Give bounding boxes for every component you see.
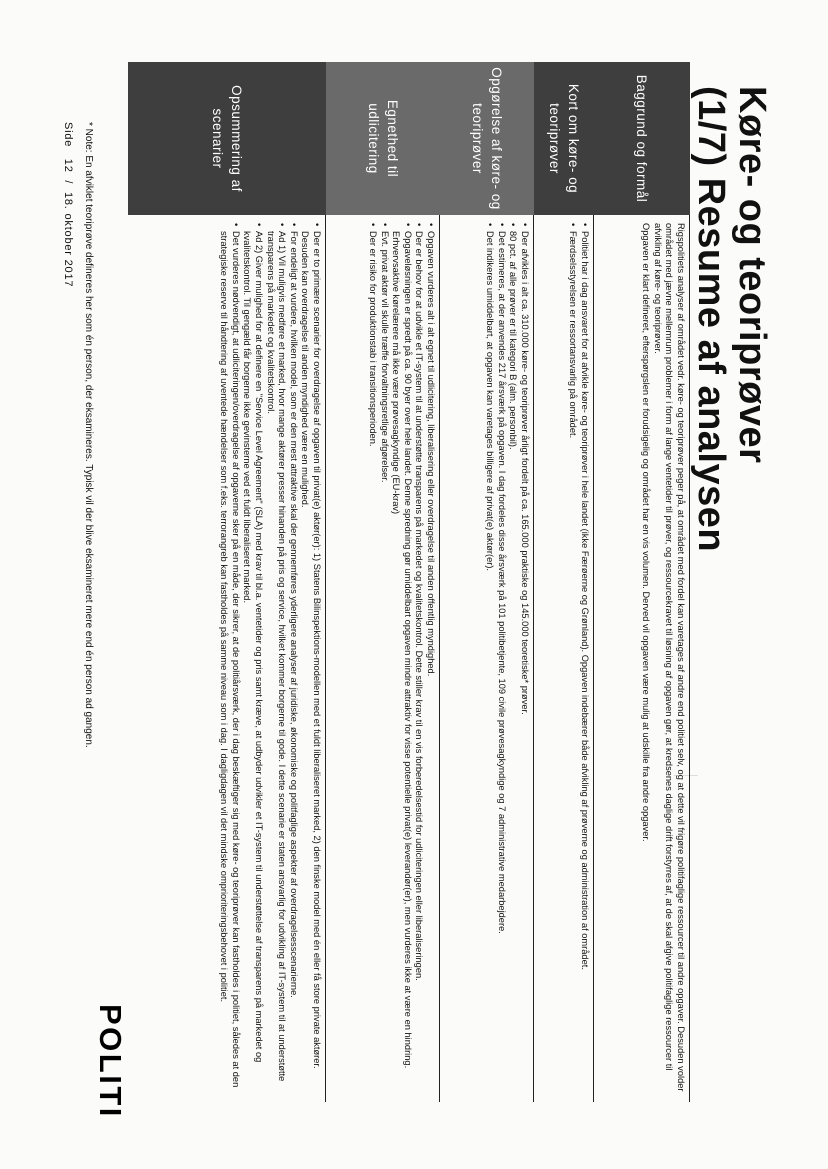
slide-title [690, 86, 772, 1086]
section-label-opgoerelse: Opgørelse af køre- og teoriprøver [440, 62, 534, 215]
list-item: • 80 pct. af alle prøver er til kategori B (alm. personbil). [507, 223, 519, 1094]
title-line-2: (1/7) Resume af analysen [690, 86, 732, 553]
footer-separator: / [62, 180, 74, 185]
rotated-slide [50, 52, 778, 1119]
list-item: • Der er behov for at udvikle et IT-system til at understøtte transparens på markedet og kvalitetskontrol. Dette stiller krav til en vis forberedelsestid for udliciteringen eller liberaliseringen. [413, 223, 425, 1094]
title-line-1: Køre- og teoriprøver [731, 86, 773, 464]
list-item: • Opgaveløsningen er spredt på ca. 90 byer over hele landet. Denne spredning gør umiddelbart opgaven mindre attraktiv for visse potentielle privat(e) leverandør(er), men vurderes ikke at være en hindring. Erhvervsaktive kørelærere må ikke være prøvesagkyndige (EU-krav) [390, 223, 413, 1094]
list-item: • Det vurderes nødvendigt, at udliciteringen/overdragelse af opgaverne sker på en måde, der sikrer, at de politiårsværk, der i dag beskæftiger sig med køre- og teoriprøver kan fastholdes i politiet, således at den strategiske reserve til håndtering af uventede hændelser som f.eks. terrorangreb kan fastholdes på samme niveau som i dag. I dagligdagen vil det mindske omprioriteringsbehovet i politiet. [218, 223, 241, 1094]
section-label-kort: Kort om køre- og teoriprøver [534, 62, 594, 215]
list-item: • Ad 1) Vil muligvis medføre et marked, hvor mange aktører presser hinanden på pris og service, hvilket kommer borgerne til gode. I dette scenarie er staten ansvarlig for udvikling af IT-system til at understøtte transparens på markedet og kvalitetskontrol. [264, 223, 287, 1094]
section-egnethed [326, 62, 440, 1102]
footnote: * Note: En afviklet teoriprøve defineres her som én person, der eksamineres. Typisk vil der blive eksamineret mere end én person ad gangen. [83, 122, 94, 748]
page-footer [62, 122, 74, 287]
section-content-egnethed [326, 215, 440, 1102]
list-item: • Det estimeres, at der anvendes 217 årsværk på opgaven. I dag fordeles disse årsværk på 101 politibetjente, 109 civile prøvesagkyndige og 7 administrative medarbejdere. [495, 223, 507, 1094]
page-number: 12 [62, 158, 74, 173]
list-item: • Politiet har i dag ansvaret for at afvikle køre- og teoriprøver i hele landet (ikke Færøerne og Grønland). Opgaven indebærer både afvikling af prøverne og administration af området. [578, 223, 590, 1094]
section-label-baggrund: Baggrund og formål [594, 62, 690, 215]
list-item: • Der afvikles i alt ca. 310.000 køre- og teoriprøver årligt fordelt på ca. 165.000 praktiske og 145.000 teoretiske* prøver. [518, 223, 530, 1094]
section-label-opsummering: Opsummering af scenarier [128, 62, 326, 215]
section-baggrund [594, 62, 690, 1102]
section-label-egnethed: Egnethed til udlicitering [326, 62, 440, 215]
list-item: • Evt. privat aktør vil skulle træffe forvaltningsretlige afgørelser. [378, 223, 390, 1094]
footer-date: 18. oktober 2017 [62, 191, 74, 288]
paragraph: Opgaven er klart defineret, efterspørgslen er forudsigelig og området har en vis volumen. Derved vil opgaven være mulig at udskille fra andre opgaver. [641, 223, 652, 842]
section-content-baggrund [594, 215, 690, 1102]
list-item: • Ad 2) Giver mulighed for at definere en "Service Level Agreement" (SLA) med krav til bl.a. ventetider og pris samt kræve, at udbyder udvikler et IT-system til understøttelse af transparens på markedet og kvalitetskontrol. Til gengæld får borgerne ikke gevinsterne ved et fuldt liberaliseret marked. [241, 223, 264, 1094]
list-item: • For endeligt at vurdere, hvilken model, som er den mest attraktive skal der gennemføres yderligere analyser af juridiske, økonomiske og politfaglige aspekter af overdragelsesscenarierne. [287, 223, 299, 1094]
section-opsummering [128, 62, 326, 1102]
list-item: • Der er risiko for produktionstab i transitionsperioden. [366, 223, 378, 1094]
section-opgoerelse [440, 62, 534, 1102]
list-item: • Det indikeres umiddelbart, at opgaven kan varetages billigere af privat(e) aktør(er). [484, 223, 496, 1094]
section-content-kort [534, 215, 594, 1102]
list-item: • Der er to primære scenarier for overdragelse af opgaven til privat(e) aktør(er): 1) Statens Bilinspektions-modellen med et fuldt liberaliseret marked, 2) den finske model med én eller få store private aktører. Desuden kan overdragelse til anden myndighed være en mulighed. [299, 223, 322, 1094]
section-content-opgoerelse [440, 215, 534, 1102]
paragraph: Rigspolitiets analyser af området vedr. køre- og teoriprøver peger på, at området med fordel kan varetages af andre end politiet selv, og at dette vil frigøre politifaglige ressourcer til andre opgaver. Desuden volder området med jævne mellemrum problemer i form af lange ventetider til prøver, og ressourcekravet til løsning af opgaven gør, at kredsenes daglige drift forstyrres af, at de skal afgive politifaglige ressourcer til afvikling af køre- og teoriprøver. [652, 223, 686, 1092]
list-item: • Færdselsstyrelsen er ressortansvarlig på området. [567, 223, 579, 1094]
list-item: • Opgaven vurderes alt i alt egnet til udlicitering, liberalisering eller overdragelse til anden offentlig myndighed. [424, 223, 436, 1094]
section-content-opsummering [128, 215, 326, 1102]
politi-logo: POLITI [93, 1004, 128, 1119]
page-label: Side [62, 122, 74, 148]
section-kort [534, 62, 594, 1102]
